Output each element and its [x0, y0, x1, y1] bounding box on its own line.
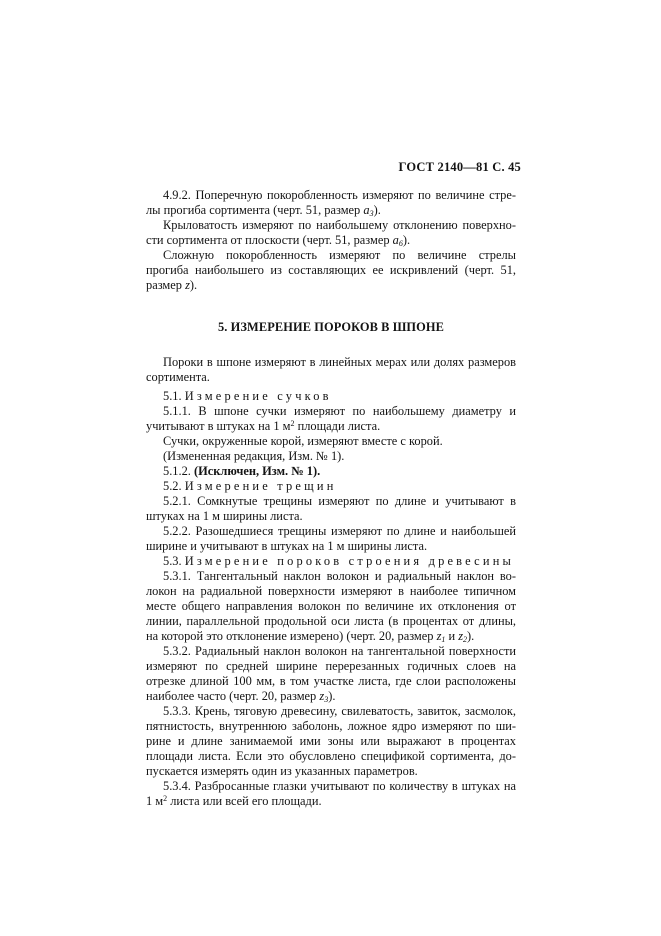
text: 4.9.2. Поперечную покоробленность измеряют по величине стре-лы прогиба сортимента (черт. 51, размер [146, 188, 516, 217]
paragraph-5-3-2 [146, 644, 516, 704]
superscript: 2 [163, 794, 168, 803]
paragraph-5-3-3: 5.3.3. Крень, тяговую древесину, свилеватость, завиток, засмолок, пятнистость, внутреннюю заболонь, ложное ядро измеряют по ши-рине и длине занимаемой ими зоны или выражают в процентах площади листа. Если это обусловлено спецификой сортимента, до-пускается измерять один из указанных параметров. [146, 704, 516, 778]
var: z [319, 689, 325, 703]
subscript: 1 [441, 635, 446, 644]
text: ). [373, 203, 381, 217]
text: ). [328, 689, 336, 703]
section-number: 5.2. [163, 479, 182, 493]
text: и [445, 629, 459, 643]
document-body [146, 188, 516, 809]
subsection-5-3 [146, 554, 516, 569]
text: площади листа. [294, 419, 381, 433]
text: Сложную покоробленность измеряют по величине стрелы прогиба наибольшего из составляющих ее искривлений (черт. 51, размер [146, 248, 516, 292]
subsection-5-2 [146, 479, 516, 494]
var: a [392, 233, 399, 247]
paragraph-5-2-2: 5.2.2. Разошедшиеся трещины измеряют по длине и наибольшей ширине и учитывают в штуках на 1 м ширины листа. [146, 524, 516, 553]
section-number: 5.3. [163, 554, 182, 568]
text: 5.3.2. Радиальный наклон волокон на тангентальной поверхности измеряют по средней ширине перерезанных годичных слоев на отрезке длиной 100 мм, в том участке листа, где слои расположены наиболее часто (черт. 20, размер [146, 644, 516, 703]
subscript: 6 [398, 239, 403, 248]
subsection-5-1 [146, 389, 516, 404]
superscript: 2 [290, 419, 295, 428]
subsection-title: Измерение трещин [184, 479, 337, 493]
subscript: 3 [369, 209, 374, 218]
paragraph-5-3-4 [146, 779, 516, 809]
var: a [363, 203, 370, 217]
subscript: 3 [324, 695, 329, 704]
var: z [458, 629, 464, 643]
paragraph-5-1-2 [146, 464, 516, 479]
paragraph-krylovatost [146, 218, 516, 248]
text: ). [189, 278, 198, 292]
section-number: 5.1. [163, 389, 182, 403]
paragraph-section5-intro: Пороки в шпоне измеряют в линейных мерах или долях размеров сортимента. [146, 355, 516, 384]
text: Крыловатость измеряют по наибольшему отклонению поверхно-сти сортимента от плоскости (черт. 51, размер [146, 218, 516, 247]
text: ). [467, 629, 475, 643]
text: листа или всей его площади. [167, 794, 322, 808]
paragraph-edit-note: (Измененная редакция, Изм. № 1). [163, 449, 345, 463]
text: 5.3.4. Разбросанные глазки учитывают по количеству в штуках на 1 м [146, 779, 516, 808]
excluded-note: (Исключен, Изм. № 1). [194, 464, 321, 478]
section-number: 5.1.2. [163, 464, 191, 478]
subscript: 2 [463, 635, 468, 644]
text: 5.3.1. Тангентальный наклон волокон и радиальный наклон во-локон на радиальной поверхности измеряют в наиболее типичном месте общего направления волокон по величине их отклонения от линии, параллельной продольной оси листа (в процентах от длины, на которой это отклонение измерено) (черт. 20, размер [146, 569, 516, 643]
page-header: ГОСТ 2140—81 С. 45 [398, 160, 521, 174]
paragraph-5-3-1 [146, 569, 516, 644]
paragraph-complex-warp [146, 248, 516, 293]
paragraph-4-9-2 [146, 188, 516, 218]
section-heading: 5. ИЗМЕРЕНИЕ ПОРОКОВ В ШПОНЕ [217, 320, 445, 334]
paragraph-bark: Сучки, окруженные корой, измеряют вместе с корой. [163, 434, 443, 448]
var: z [436, 629, 442, 643]
var: z [185, 278, 190, 292]
text: 5.1.1. В шпоне сучки измеряют по наибольшему диаметру и учитывают в штуках на 1 м [146, 404, 516, 433]
paragraph-5-2-1: 5.2.1. Сомкнутые трещины измеряют по длине и учитывают в штуках на 1 м ширины листа. [146, 494, 516, 523]
subsection-title: Измерение пороков строения древесины [184, 554, 515, 568]
paragraph-5-1-1 [146, 404, 516, 434]
subsection-title: Измерение сучков [184, 389, 332, 403]
text: ). [402, 233, 411, 247]
